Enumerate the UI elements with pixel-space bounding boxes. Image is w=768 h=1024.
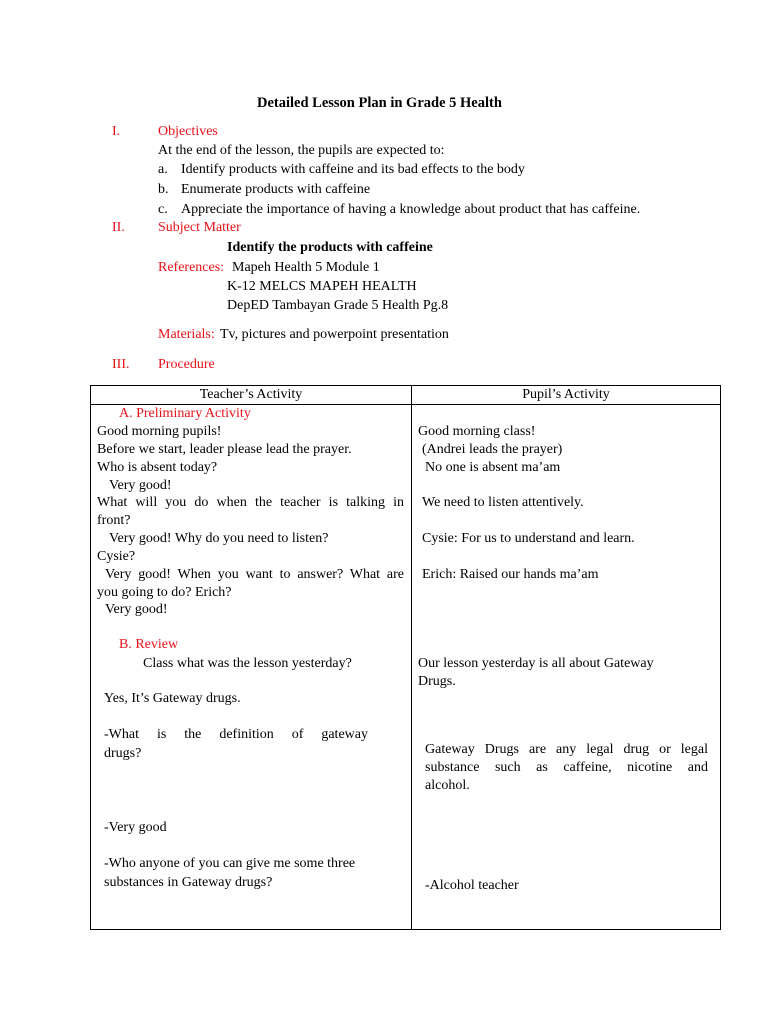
pupil-line: Drugs. bbox=[418, 674, 456, 689]
teacher-line: substances in Gateway drugs? bbox=[104, 875, 273, 890]
teacher-activity-header: Teacher’s Activity bbox=[199, 387, 303, 402]
teacher-line: Very good! bbox=[105, 602, 168, 617]
reference-item: K-12 MELCS MAPEH HEALTH bbox=[227, 279, 417, 294]
materials-label: Materials: bbox=[158, 327, 215, 342]
teacher-line: Very good! When you want to answer? What are bbox=[105, 567, 404, 582]
pupil-line: -Alcohol teacher bbox=[425, 878, 519, 893]
teacher-line: What will you do when the teacher is talking in bbox=[97, 495, 404, 510]
subject-heading: Subject Matter bbox=[158, 220, 241, 235]
reference-item: DepED Tambayan Grade 5 Health Pg.8 bbox=[227, 298, 449, 313]
teacher-line: Class what was the lesson yesterday? bbox=[143, 656, 352, 671]
objective-letter: c. bbox=[158, 202, 168, 217]
teacher-line: -Very good bbox=[104, 820, 167, 835]
objective-letter: a. bbox=[158, 162, 168, 177]
pupil-line: substance such as caffeine, nicotine and bbox=[425, 760, 708, 775]
objectives-number: I. bbox=[112, 124, 121, 139]
objectives-intro: At the end of the lesson, the pupils are expected to: bbox=[158, 143, 445, 158]
pupil-line: alcohol. bbox=[425, 778, 470, 793]
references-label: References: bbox=[158, 260, 225, 275]
document-title: Detailed Lesson Plan in Grade 5 Health bbox=[257, 95, 502, 111]
activity-table bbox=[90, 385, 721, 930]
subject-number: II. bbox=[112, 220, 125, 235]
section-b-heading: B. Review bbox=[119, 637, 179, 652]
teacher-line: Very good! Why do you need to listen? bbox=[109, 531, 329, 546]
pupil-line: Cysie: For us to understand and learn. bbox=[422, 531, 635, 546]
objective-text: Appreciate the importance of having a knowledge about product that has caffeine. bbox=[181, 202, 641, 217]
pupil-line: Our lesson yesterday is all about Gateway bbox=[418, 656, 654, 671]
table-column-divider bbox=[411, 386, 412, 929]
teacher-line: you going to do? Erich? bbox=[97, 585, 232, 600]
objective-text: Identify products with caffeine and its bad effects to the body bbox=[181, 162, 525, 177]
section-a-heading: A. Preliminary Activity bbox=[119, 406, 251, 421]
pupil-line: (Andrei leads the prayer) bbox=[422, 442, 563, 457]
materials-text: Tv, pictures and powerpoint presentation bbox=[220, 327, 449, 342]
subject-topic: Identify the products with caffeine bbox=[227, 240, 433, 255]
teacher-line: Very good! bbox=[109, 478, 172, 493]
teacher-line: front? bbox=[97, 513, 131, 528]
teacher-line: drugs? bbox=[104, 746, 142, 761]
pupil-line: Good morning class! bbox=[418, 424, 536, 439]
teacher-line: Good morning pupils! bbox=[97, 424, 222, 439]
teacher-line: Cysie? bbox=[97, 549, 136, 564]
procedure-heading: Procedure bbox=[158, 357, 215, 372]
pupil-line: Erich: Raised our hands ma’am bbox=[422, 567, 599, 582]
pupil-line: No one is absent ma’am bbox=[425, 460, 561, 475]
procedure-number: III. bbox=[112, 357, 130, 372]
teacher-line: Yes, It’s Gateway drugs. bbox=[104, 691, 241, 706]
teacher-line: -What is the definition of gateway bbox=[104, 727, 368, 742]
objective-letter: b. bbox=[158, 182, 169, 197]
pupil-line: Gateway Drugs are any legal drug or legal bbox=[425, 742, 708, 757]
pupil-line: We need to listen attentively. bbox=[422, 495, 584, 510]
objectives-heading: Objectives bbox=[158, 124, 218, 139]
teacher-line: -Who anyone of you can give me some three bbox=[104, 856, 356, 871]
objective-text: Enumerate products with caffeine bbox=[181, 182, 371, 197]
reference-item: Mapeh Health 5 Module 1 bbox=[232, 260, 380, 275]
pupil-activity-header: Pupil’s Activity bbox=[522, 387, 610, 402]
teacher-line: Before we start, leader please lead the prayer. bbox=[97, 442, 352, 457]
teacher-line: Who is absent today? bbox=[97, 460, 218, 475]
